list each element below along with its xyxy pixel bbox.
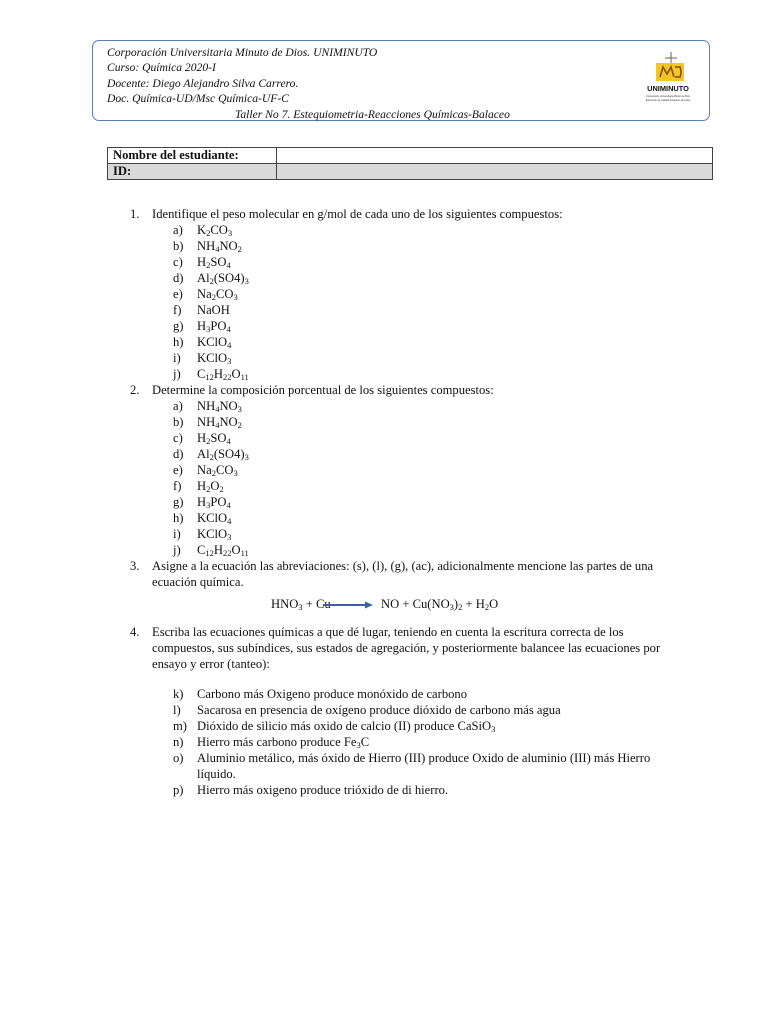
student-info-table [107, 147, 713, 180]
item-text: Carbono más Oxigeno produce monóxido de carbono [197, 687, 468, 701]
item-letter: d) [173, 447, 184, 461]
item-letter: a) [173, 223, 183, 237]
student-name-row [108, 148, 713, 164]
item-text: $Na_2CO_3$ [197, 463, 238, 478]
question-2 [0, 382, 768, 398]
question-4-item-m [0, 718, 768, 734]
question-4-item-l [0, 702, 768, 718]
header-line-credentials: Doc. Química-UD/Msc Química-UF-C [107, 92, 289, 106]
header-line-institution: Corporación Universitaria Minuto de Dios. UNIMINUTO [107, 46, 378, 59]
question-1-item-i [0, 350, 768, 366]
equation-products: NO + $Cu(NO_3)_2 + H_2O$ [381, 597, 499, 612]
item-letter: i) [173, 527, 181, 541]
student-name-field[interactable] [277, 148, 713, 164]
item-letter: j) [173, 543, 181, 557]
question-4-item-p [0, 782, 768, 798]
question-2-item-d [0, 446, 768, 462]
question-2-items [0, 398, 768, 558]
uniminuto-logo-icon [636, 50, 700, 110]
question-text: Asigne a la ecuación las abreviaciones: (s), (l), (g), (ac), adicionalmente mencione las partes de una ecuación química. [152, 559, 654, 589]
question-4-item-k [0, 686, 768, 702]
item-text: $C_{12}H_{22}O_{11}$ [197, 367, 249, 382]
question-1-item-a [0, 222, 768, 238]
student-name-label: Nombre del estudiante: [108, 148, 277, 164]
item-text: $H_2SO_4$ [197, 431, 231, 446]
item-text: KClO$_3$ [197, 527, 232, 542]
svg-text:Corporación Universitaria Minu: Corporación Universitaria Minuto de Dios [646, 95, 690, 98]
svg-text:UNIMINUTO: UNIMINUTO [647, 84, 689, 93]
item-letter: d) [173, 271, 184, 285]
student-id-field[interactable] [277, 164, 713, 180]
item-letter: g) [173, 319, 184, 333]
item-letter: c) [173, 255, 183, 269]
student-id-label: ID: [108, 164, 277, 180]
item-text: $H_2O_2$ [197, 479, 224, 494]
item-text: $C_{12}H_{22}O_{11}$ [197, 543, 249, 558]
item-text: $H_3PO_4$ [197, 319, 231, 334]
question-number: 3. [130, 559, 140, 573]
question-text: Escriba las ecuaciones químicas a que dé lugar, teniendo en cuenta la escritura correcta de los compuestos, sus subíndices, sus estados de agregación, y posteriormente balancee las ecuaciones por ensayo y error (tanteo): [152, 625, 661, 671]
question-1-item-e [0, 286, 768, 302]
question-4-items [0, 686, 768, 798]
question-text: Determine la composición porcentual de los siguientes compuestos: [152, 383, 494, 397]
item-letter: h) [173, 511, 184, 525]
document-header [92, 40, 710, 121]
header-line-teacher: Docente: Diego Alejandro Silva Carrero. [107, 76, 299, 90]
question-text: Identifique el peso molecular en g/mol de cada uno de los siguientes compuestos: [152, 207, 563, 221]
item-letter: k) [173, 687, 184, 701]
item-text: $NH_4NO_2$ [197, 239, 242, 254]
item-letter: e) [173, 463, 183, 477]
item-letter: h) [173, 335, 184, 349]
question-1-item-b [0, 238, 768, 254]
item-letter: i) [173, 351, 181, 365]
question-number: 4. [130, 625, 140, 639]
question-2-item-b [0, 414, 768, 430]
header-line-workshop-title: Taller No 7. Estequiometria-Reacciones Químicas-Balaceo [235, 107, 510, 121]
item-text: $NH_4NO_2$ [197, 415, 242, 430]
item-text: Hierro más oxigeno produce trióxido de di hierro. [197, 783, 449, 797]
item-letter: f) [173, 479, 182, 493]
item-text: $Na_2CO_3$ [197, 287, 238, 302]
item-text: $NH_4NO_3$ [197, 399, 242, 414]
questions-section [0, 206, 768, 798]
question-2-item-g [0, 494, 768, 510]
question-2-item-h [0, 510, 768, 526]
question-3 [0, 558, 768, 590]
student-id-row [108, 164, 713, 180]
item-letter: n) [173, 735, 184, 749]
question-2-item-i [0, 526, 768, 542]
question-2-item-e [0, 462, 768, 478]
question-number: 1. [130, 207, 140, 221]
question-2-item-f [0, 478, 768, 494]
item-letter: g) [173, 495, 184, 509]
question-1-items [0, 222, 768, 382]
equation-reactants: $HNO_3 + Cu$ [271, 597, 331, 612]
item-text: $Al_2(SO4)_3$ [197, 447, 249, 462]
item-text: KClO$_3$ [197, 351, 232, 366]
question-1 [0, 206, 768, 222]
question-1-item-g [0, 318, 768, 334]
item-text: $H_2SO_4$ [197, 255, 231, 270]
item-text: Dióxido de silicio más oxido de calcio (II) produce CaSiO$_3$ [197, 719, 496, 734]
item-letter: b) [173, 415, 184, 429]
header-line-course: Curso: Química 2020-I [107, 61, 216, 75]
question-2-item-a [0, 398, 768, 414]
item-letter: c) [173, 431, 183, 445]
item-text: Aluminio metálico, más óxido de Hierro (III) produce Oxido de aluminio (III) más Hierro líquido. [197, 751, 651, 781]
item-letter: j) [173, 367, 181, 381]
question-1-item-h [0, 334, 768, 350]
header-text [107, 45, 510, 122]
reaction-arrow-icon [323, 601, 373, 609]
question-1-item-c [0, 254, 768, 270]
item-text: KClO$_4$ [197, 335, 232, 350]
question-4 [0, 624, 768, 672]
item-text: Hierro más carbono produce $Fe_3C$ [197, 735, 370, 750]
item-text: $Al_2(SO4)_3$ [197, 271, 249, 286]
item-letter: m) [173, 719, 187, 733]
question-1-item-d [0, 270, 768, 286]
question-number: 2. [130, 383, 140, 397]
item-text: $H_3PO_4$ [197, 495, 231, 510]
item-text: NaOH [197, 303, 230, 317]
question-2-item-j [0, 542, 768, 558]
question-2-item-c [0, 430, 768, 446]
item-letter: b) [173, 239, 184, 253]
item-letter: a) [173, 399, 183, 413]
item-letter: o) [173, 751, 184, 765]
item-text: $K_2CO_3$ [197, 223, 233, 238]
question-1-item-j [0, 366, 768, 382]
item-letter: l) [173, 703, 181, 717]
item-letter: p) [173, 783, 184, 797]
svg-text:Educación de Calidad al alcanc: Educación de Calidad al alcance de todos [645, 99, 691, 102]
item-text: KClO$_4$ [197, 511, 232, 526]
item-text: Sacarosa en presencia de oxígeno produce dióxido de carbono más agua [197, 703, 561, 717]
question-4-item-o [0, 750, 768, 782]
question-4-item-n [0, 734, 768, 750]
item-letter: e) [173, 287, 183, 301]
question-1-item-f [0, 302, 768, 318]
chemical-equation [0, 596, 768, 614]
item-letter: f) [173, 303, 182, 317]
